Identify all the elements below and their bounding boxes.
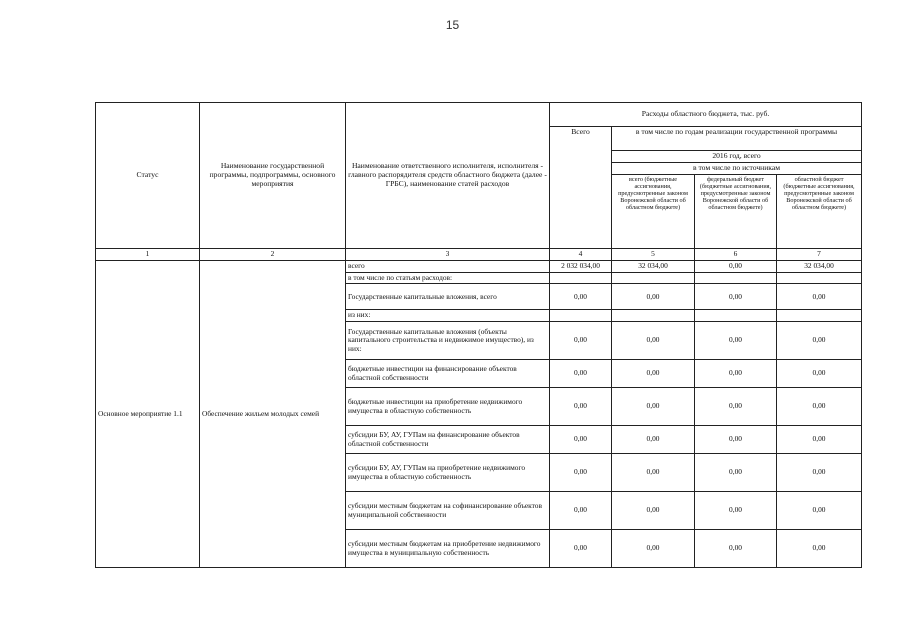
row-label: в том числе по статьям расходов: (346, 272, 550, 284)
row-value-federal: 0,00 (695, 530, 777, 568)
column-number: 4 (550, 248, 612, 260)
row-label: бюджетные инвестиции на финансирование объектов областной собственности (346, 360, 550, 388)
row-label: всего (346, 260, 550, 272)
row-value-regional (777, 272, 862, 284)
header-status: Статус (96, 103, 200, 249)
header-year-2016: 2016 год, всего (612, 151, 862, 163)
row-value-2016: 0,00 (612, 426, 695, 454)
header-by-sources: в том числе по источникам (612, 162, 862, 174)
row-value-federal: 0,00 (695, 360, 777, 388)
row-value-federal: 0,00 (695, 322, 777, 360)
row-value-total: 2 032 034,00 (550, 260, 612, 272)
row-value-regional: 0,00 (777, 454, 862, 492)
row-value-2016: 0,00 (612, 360, 695, 388)
column-number: 5 (612, 248, 695, 260)
status-cell: Основное мероприятие 1.1 (96, 260, 200, 567)
row-value-regional: 0,00 (777, 426, 862, 454)
row-value-2016: 0,00 (612, 454, 695, 492)
program-cell: Обеспечение жильем молодых семей (200, 260, 346, 567)
column-number: 3 (346, 248, 550, 260)
row-value-2016: 0,00 (612, 388, 695, 426)
row-value-2016: 0,00 (612, 284, 695, 310)
row-value-federal: 0,00 (695, 426, 777, 454)
header-program-name: Наименование государственной программы, подпрограммы, основного мероприятия (200, 103, 346, 249)
header-by-years: в том числе по годам реализации государственной программы (612, 127, 862, 151)
row-value-federal: 0,00 (695, 388, 777, 426)
row-label: бюджетные инвестиции на приобретение недвижимого имущества в областную собственность (346, 388, 550, 426)
row-value-federal (695, 272, 777, 284)
row-value-total: 0,00 (550, 426, 612, 454)
column-number: 2 (200, 248, 346, 260)
row-value-regional: 0,00 (777, 322, 862, 360)
row-value-total: 0,00 (550, 360, 612, 388)
row-value-federal: 0,00 (695, 260, 777, 272)
header-source-regional: областной бюджет (бюджетные ассигнования, предусмотренные законом Воронежской области об областном бюджете) (777, 174, 862, 248)
row-value-total: 0,00 (550, 322, 612, 360)
row-value-2016: 0,00 (612, 322, 695, 360)
row-value-federal: 0,00 (695, 492, 777, 530)
header-total: Всего (550, 127, 612, 249)
row-value-regional: 0,00 (777, 530, 862, 568)
budget-table (95, 102, 862, 568)
row-value-2016 (612, 310, 695, 322)
row-value-total: 0,00 (550, 492, 612, 530)
row-value-2016: 0,00 (612, 530, 695, 568)
header-executor: Наименование ответственного исполнителя, исполнителя - главного распорядителя средств областного бюджета (далее - ГРБС), наименование статей расходов (346, 103, 550, 249)
column-numbers-row (96, 248, 862, 260)
row-label: субсидии БУ, АУ, ГУПам на финансирование объектов областной собственности (346, 426, 550, 454)
row-value-regional: 0,00 (777, 360, 862, 388)
row-label: субсидии БУ, АУ, ГУПам на приобретение недвижимого имущества в областную собственность (346, 454, 550, 492)
row-label: субсидии местным бюджетам на софинансирование объектов муниципальной собственности (346, 492, 550, 530)
row-label: субсидии местным бюджетам на приобретение недвижимого имущества в муниципальную собственность (346, 530, 550, 568)
row-value-regional: 32 034,00 (777, 260, 862, 272)
row-value-regional: 0,00 (777, 492, 862, 530)
row-label: из них: (346, 310, 550, 322)
row-value-2016 (612, 272, 695, 284)
column-number: 7 (777, 248, 862, 260)
row-label: Государственные капитальные вложения, всего (346, 284, 550, 310)
row-value-total: 0,00 (550, 454, 612, 492)
row-label: Государственные капитальные вложения (объекты капитального строительства и недвижимое имущество), из них: (346, 322, 550, 360)
row-value-2016: 0,00 (612, 492, 695, 530)
row-value-regional (777, 310, 862, 322)
row-value-regional: 0,00 (777, 284, 862, 310)
column-number: 6 (695, 248, 777, 260)
row-value-federal: 0,00 (695, 284, 777, 310)
row-value-federal (695, 310, 777, 322)
row-value-regional: 0,00 (777, 388, 862, 426)
row-value-total: 0,00 (550, 388, 612, 426)
row-value-2016: 32 034,00 (612, 260, 695, 272)
header-source-total: всего (бюджетные ассигнования, предусмотренные законом Воронежской области об областном бюджете) (612, 174, 695, 248)
column-number: 1 (96, 248, 200, 260)
page-number: 15 (445, 18, 460, 32)
table-row (96, 260, 862, 272)
row-value-total: 0,00 (550, 530, 612, 568)
header-expenses: Расходы областного бюджета, тыс. руб. (550, 103, 862, 127)
row-value-total (550, 310, 612, 322)
row-value-total: 0,00 (550, 284, 612, 310)
row-value-total (550, 272, 612, 284)
row-value-federal: 0,00 (695, 454, 777, 492)
header-source-federal: федеральный бюджет (бюджетные ассигнования, предусмотренные законом Воронежской области об областном бюджете) (695, 174, 777, 248)
